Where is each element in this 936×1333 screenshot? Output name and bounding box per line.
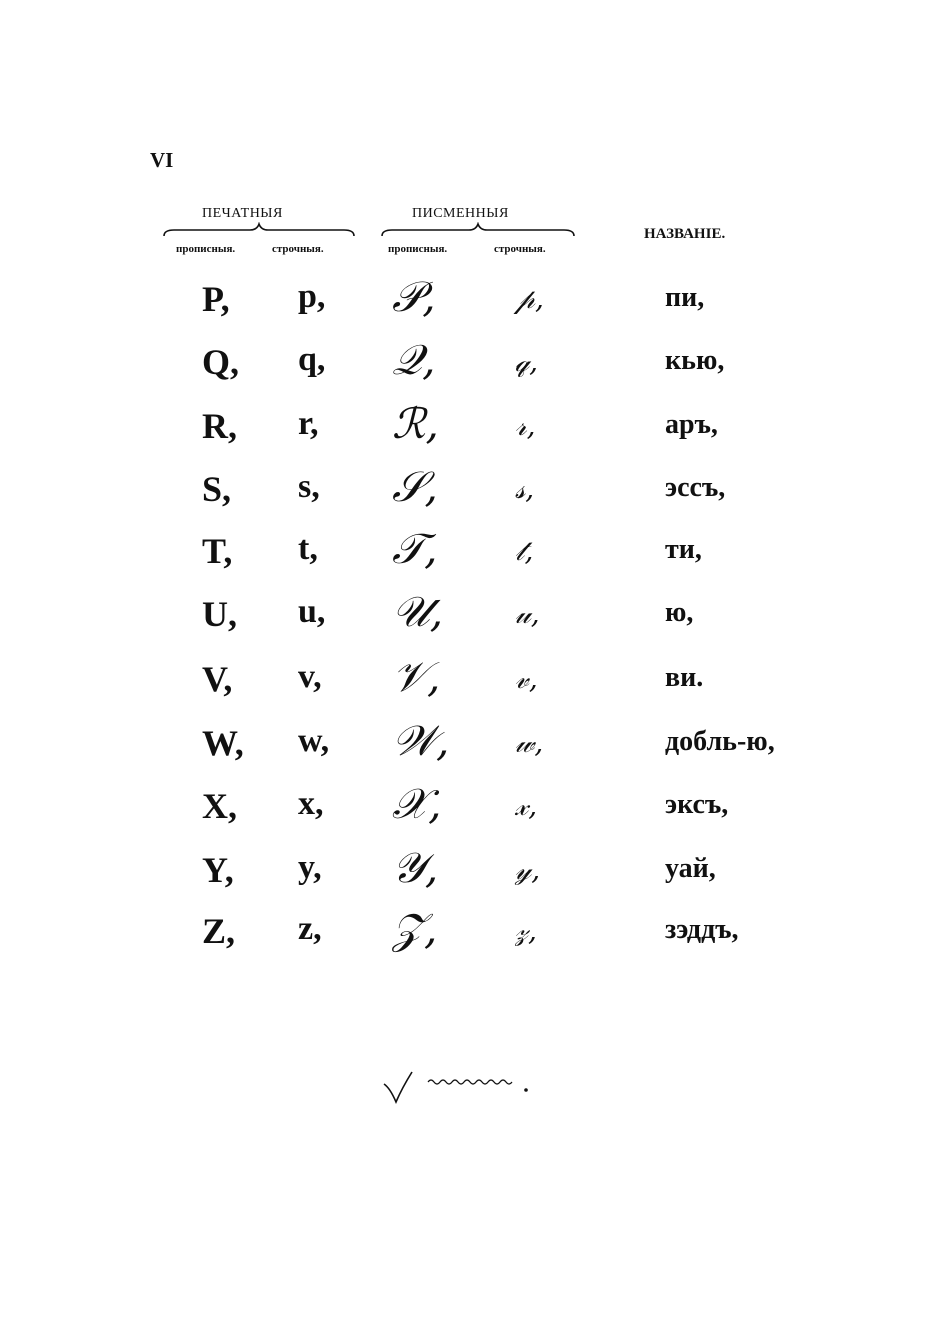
- printed-lowercase-letter: x,: [298, 785, 324, 822]
- printed-lowercase-letter: q,: [298, 341, 326, 378]
- script-lowercase-letter: 𝓈,: [515, 472, 535, 505]
- script-uppercase-letter: 𝒳,: [392, 779, 442, 828]
- printed-uppercase-letter: T,: [202, 531, 233, 571]
- table-row: [0, 462, 936, 530]
- script-lowercase-letter: 𝓏,: [515, 914, 537, 947]
- script-uppercase-letter: 𝒮,: [392, 462, 438, 511]
- printed-lowercase-letter: r,: [298, 405, 319, 442]
- printed-lowercase-letter: t,: [298, 530, 318, 567]
- printed-header: ПЕЧАТНЫЯ: [202, 206, 283, 221]
- printed-uppercase-letter: Y,: [202, 850, 234, 890]
- letter-name: ти,: [665, 534, 702, 565]
- written-upper-subheader: прописныя.: [388, 243, 448, 255]
- letter-name: зэддъ,: [665, 914, 739, 945]
- letter-name: эксъ,: [665, 789, 729, 820]
- end-flourish: [380, 1068, 540, 1108]
- letter-name: ви.: [665, 662, 704, 693]
- script-uppercase-letter: 𝒬,: [392, 335, 436, 384]
- printed-lowercase-letter: v,: [298, 658, 322, 695]
- written-lower-subheader: строчныя.: [494, 243, 546, 255]
- script-lowercase-letter: 𝓅,: [515, 282, 544, 315]
- printed-uppercase-letter: Q,: [202, 342, 240, 382]
- letter-name: аръ,: [665, 409, 718, 440]
- script-uppercase-letter: 𝒫,: [392, 272, 436, 321]
- printed-uppercase-letter: W,: [202, 723, 244, 763]
- script-lowercase-letter: 𝓇,: [515, 409, 536, 442]
- page-number: VI: [150, 148, 174, 172]
- printed-lowercase-letter: y,: [298, 849, 322, 886]
- letter-name: эссъ,: [665, 472, 726, 503]
- script-lowercase-letter: 𝓉,: [515, 534, 534, 567]
- printed-uppercase-letter: V,: [202, 659, 233, 699]
- table-row: [0, 272, 936, 340]
- table-row: [0, 904, 936, 972]
- printed-upper-subheader: прописныя.: [176, 243, 236, 255]
- table-row: [0, 716, 936, 784]
- printed-uppercase-letter: R,: [202, 406, 237, 446]
- script-uppercase-letter: ℛ,: [392, 399, 439, 448]
- name-header: НАЗВАНIЕ.: [644, 226, 726, 242]
- script-uppercase-letter: 𝒵,: [392, 904, 438, 953]
- table-row: [0, 652, 936, 720]
- letter-name: кью,: [665, 345, 725, 376]
- table-row: [0, 399, 936, 467]
- table-row: [0, 843, 936, 911]
- script-lowercase-letter: 𝓌,: [515, 726, 544, 759]
- table-row: [0, 779, 936, 847]
- script-lowercase-letter: 𝓍,: [515, 789, 538, 822]
- table-row: [0, 587, 936, 655]
- letter-name: добль-ю,: [665, 726, 775, 757]
- script-lowercase-letter: 𝓊,: [515, 597, 540, 630]
- printed-lowercase-letter: u,: [298, 593, 326, 630]
- printed-uppercase-letter: U,: [202, 594, 237, 634]
- written-header: ПИСМЕННЫЯ: [412, 206, 509, 221]
- script-uppercase-letter: 𝒱,: [392, 652, 441, 701]
- printed-lowercase-letter: z,: [298, 910, 322, 947]
- script-uppercase-letter: 𝒴,: [392, 843, 439, 892]
- printed-uppercase-letter: Z,: [202, 911, 236, 951]
- script-uppercase-letter: 𝒯,: [392, 524, 438, 573]
- table-row: [0, 524, 936, 592]
- printed-uppercase-letter: X,: [202, 786, 237, 826]
- printed-uppercase-letter: P,: [202, 279, 230, 319]
- script-uppercase-letter: 𝒰,: [392, 587, 444, 636]
- letter-name: пи,: [665, 282, 705, 313]
- letter-name: ю,: [665, 597, 694, 628]
- script-lowercase-letter: 𝓆,: [515, 345, 539, 378]
- printed-lowercase-letter: p,: [298, 278, 326, 315]
- script-uppercase-letter: 𝒲,: [392, 716, 450, 765]
- script-lowercase-letter: 𝓋,: [515, 662, 538, 695]
- printed-uppercase-letter: S,: [202, 469, 232, 509]
- table-row: [0, 335, 936, 403]
- printed-lower-subheader: строчныя.: [272, 243, 324, 255]
- printed-brace: [162, 222, 356, 240]
- written-brace: [380, 222, 576, 240]
- script-lowercase-letter: 𝓎,: [515, 853, 541, 886]
- printed-lowercase-letter: s,: [298, 468, 320, 505]
- letter-name: уай,: [665, 853, 716, 884]
- printed-lowercase-letter: w,: [298, 722, 330, 759]
